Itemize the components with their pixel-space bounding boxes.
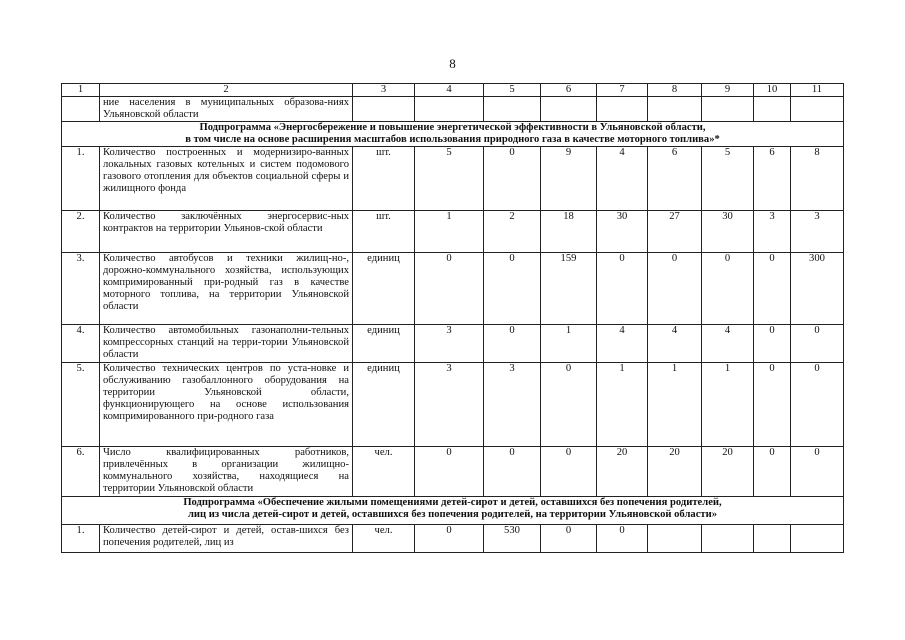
unit-of-measure: [353, 97, 415, 122]
page-number: 8: [449, 56, 456, 71]
table-row: [62, 97, 844, 122]
indicator-name: Количество построенных и модернизиро-ванных локальных газовых котельных и систем подомового газового отопления для объектов социальной сферы и жилищного фонда: [100, 147, 353, 211]
indicator-value-col-11: 3: [791, 211, 844, 253]
indicator-value-col-6: 0: [541, 525, 597, 553]
indicator-value-col-7: 4: [597, 325, 648, 363]
indicator-value-col-9: [702, 97, 754, 122]
indicator-value-col-11: 8: [791, 147, 844, 211]
col-header-10: 10: [754, 84, 791, 97]
indicator-value-col-7: 1: [597, 363, 648, 447]
indicator-value-col-10: 0: [754, 363, 791, 447]
indicator-value-col-7: 30: [597, 211, 648, 253]
indicator-name: Количество заключённых энергосервис-ных контрактов на территории Ульянов-ской области: [100, 211, 353, 253]
row-number: 1.: [62, 147, 100, 211]
indicator-value-col-11: 0: [791, 447, 844, 497]
indicator-value-col-4: 0: [415, 447, 484, 497]
indicator-value-col-9: [702, 525, 754, 553]
indicator-value-col-9: 20: [702, 447, 754, 497]
col-header-11: 11: [791, 84, 844, 97]
table-body: [62, 84, 844, 553]
indicator-value-col-5: 0: [484, 253, 541, 325]
indicator-value-col-10: 3: [754, 211, 791, 253]
unit-of-measure: единиц: [353, 363, 415, 447]
col-header-7: 7: [597, 84, 648, 97]
indicator-value-col-5: 2: [484, 211, 541, 253]
indicator-value-col-4: 3: [415, 325, 484, 363]
indicator-value-col-10: 6: [754, 147, 791, 211]
subprogram-title-line2: лиц из числа детей-сирот и детей, оставшихся без попечения родителей, на территории Ульяновской области»: [187, 509, 718, 520]
subprogram-title: [62, 497, 844, 525]
subprogram-header-row: [62, 497, 844, 525]
indicator-value-col-8: 1: [648, 363, 702, 447]
indicator-value-col-11: 0: [791, 325, 844, 363]
unit-of-measure: чел.: [353, 447, 415, 497]
indicator-value-col-5: 530: [484, 525, 541, 553]
indicator-value-col-4: 0: [415, 253, 484, 325]
indicators-table: [61, 83, 844, 553]
table-row: [62, 447, 844, 497]
indicator-value-col-8: [648, 525, 702, 553]
unit-of-measure: чел.: [353, 525, 415, 553]
indicator-value-col-9: 0: [702, 253, 754, 325]
indicator-value-col-7: 0: [597, 253, 648, 325]
table-row: [62, 253, 844, 325]
indicator-value-col-6: 159: [541, 253, 597, 325]
indicator-value-col-6: 0: [541, 447, 597, 497]
col-header-9: 9: [702, 84, 754, 97]
col-header-8: 8: [648, 84, 702, 97]
indicator-value-col-8: 0: [648, 253, 702, 325]
unit-of-measure: единиц: [353, 253, 415, 325]
indicator-value-col-10: [754, 97, 791, 122]
subprogram-header-row: [62, 122, 844, 147]
indicator-name: Количество технических центров по уста-новке и обслуживанию газобаллонного оборудования на территории Ульяновской области, функционирующего на основе использования компримированного при-родного газа: [100, 363, 353, 447]
indicator-value-col-9: 1: [702, 363, 754, 447]
indicator-value-col-11: [791, 525, 844, 553]
unit-of-measure: шт.: [353, 147, 415, 211]
subprogram-title: [62, 122, 844, 147]
table-row: [62, 325, 844, 363]
indicator-value-col-10: [754, 525, 791, 553]
indicator-value-col-11: 300: [791, 253, 844, 325]
indicator-value-col-8: 4: [648, 325, 702, 363]
indicator-name: ние населения в муниципальных образова-ниях Ульяновской области: [100, 97, 353, 122]
indicator-value-col-10: 0: [754, 447, 791, 497]
col-header-2: 2: [100, 84, 353, 97]
indicator-name: Число квалифицированных работников, привлечённых в организации жилищно-коммунального хозяйства, находящиеся на территории Ульяновской области: [100, 447, 353, 497]
indicator-value-col-11: 0: [791, 363, 844, 447]
indicator-value-col-11: [791, 97, 844, 122]
col-header-6: 6: [541, 84, 597, 97]
indicator-value-col-6: [541, 97, 597, 122]
indicator-name: Количество детей-сирот и детей, остав-шихся без попечения родителей, лиц из: [100, 525, 353, 553]
row-number: 1.: [62, 525, 100, 553]
subprogram-title-line2: в том числе на основе расширения масштабов использования природного газа в качестве моторного топлива»*: [185, 134, 720, 145]
indicator-value-col-5: [484, 97, 541, 122]
subprogram-title-line1: Подпрограмма «Обеспечение жилыми помещениями детей-сирот и детей, оставшихся без попечения родителей,: [183, 497, 722, 508]
unit-of-measure: единиц: [353, 325, 415, 363]
indicator-value-col-7: [597, 97, 648, 122]
table-row: [62, 525, 844, 553]
indicator-value-col-5: 0: [484, 147, 541, 211]
col-header-1: 1: [62, 84, 100, 97]
table-row: [62, 363, 844, 447]
indicator-value-col-6: 0: [541, 363, 597, 447]
row-number: 2.: [62, 211, 100, 253]
column-number-header-row: [62, 84, 844, 97]
indicator-value-col-7: 20: [597, 447, 648, 497]
row-number: 5.: [62, 363, 100, 447]
row-number: 3.: [62, 253, 100, 325]
table-row: [62, 147, 844, 211]
col-header-5: 5: [484, 84, 541, 97]
indicator-value-col-4: 0: [415, 525, 484, 553]
indicator-value-col-6: 18: [541, 211, 597, 253]
indicator-value-col-4: 3: [415, 363, 484, 447]
indicator-value-col-8: 27: [648, 211, 702, 253]
indicator-value-col-4: 1: [415, 211, 484, 253]
indicator-value-col-4: 5: [415, 147, 484, 211]
indicator-value-col-10: 0: [754, 325, 791, 363]
indicator-value-col-10: 0: [754, 253, 791, 325]
indicator-value-col-6: 9: [541, 147, 597, 211]
indicator-name: Количество автобусов и техники жилищ-но-, дорожно-коммунального хозяйства, использующих компримированный при-родный газ в качестве моторного топлива, на территории Ульяновской области: [100, 253, 353, 325]
col-header-4: 4: [415, 84, 484, 97]
indicator-value-col-4: [415, 97, 484, 122]
indicator-value-col-5: 0: [484, 447, 541, 497]
indicator-value-col-8: 6: [648, 147, 702, 211]
indicator-value-col-9: 5: [702, 147, 754, 211]
indicator-value-col-7: 4: [597, 147, 648, 211]
indicator-value-col-8: 20: [648, 447, 702, 497]
indicator-value-col-5: 0: [484, 325, 541, 363]
col-header-3: 3: [353, 84, 415, 97]
indicator-value-col-8: [648, 97, 702, 122]
row-number: 6.: [62, 447, 100, 497]
indicator-value-col-9: 30: [702, 211, 754, 253]
unit-of-measure: шт.: [353, 211, 415, 253]
row-number: 4.: [62, 325, 100, 363]
row-number: [62, 97, 100, 122]
indicator-value-col-7: 0: [597, 525, 648, 553]
subprogram-title-line1: Подпрограмма «Энергосбережение и повышение энергетической эффективности в Ульяновской области,: [199, 122, 706, 133]
indicator-value-col-5: 3: [484, 363, 541, 447]
table-row: [62, 211, 844, 253]
indicator-name: Количество автомобильных газонаполни-тельных компрессорных станций на терри-тории Ульяновской области: [100, 325, 353, 363]
indicator-value-col-6: 1: [541, 325, 597, 363]
indicator-value-col-9: 4: [702, 325, 754, 363]
